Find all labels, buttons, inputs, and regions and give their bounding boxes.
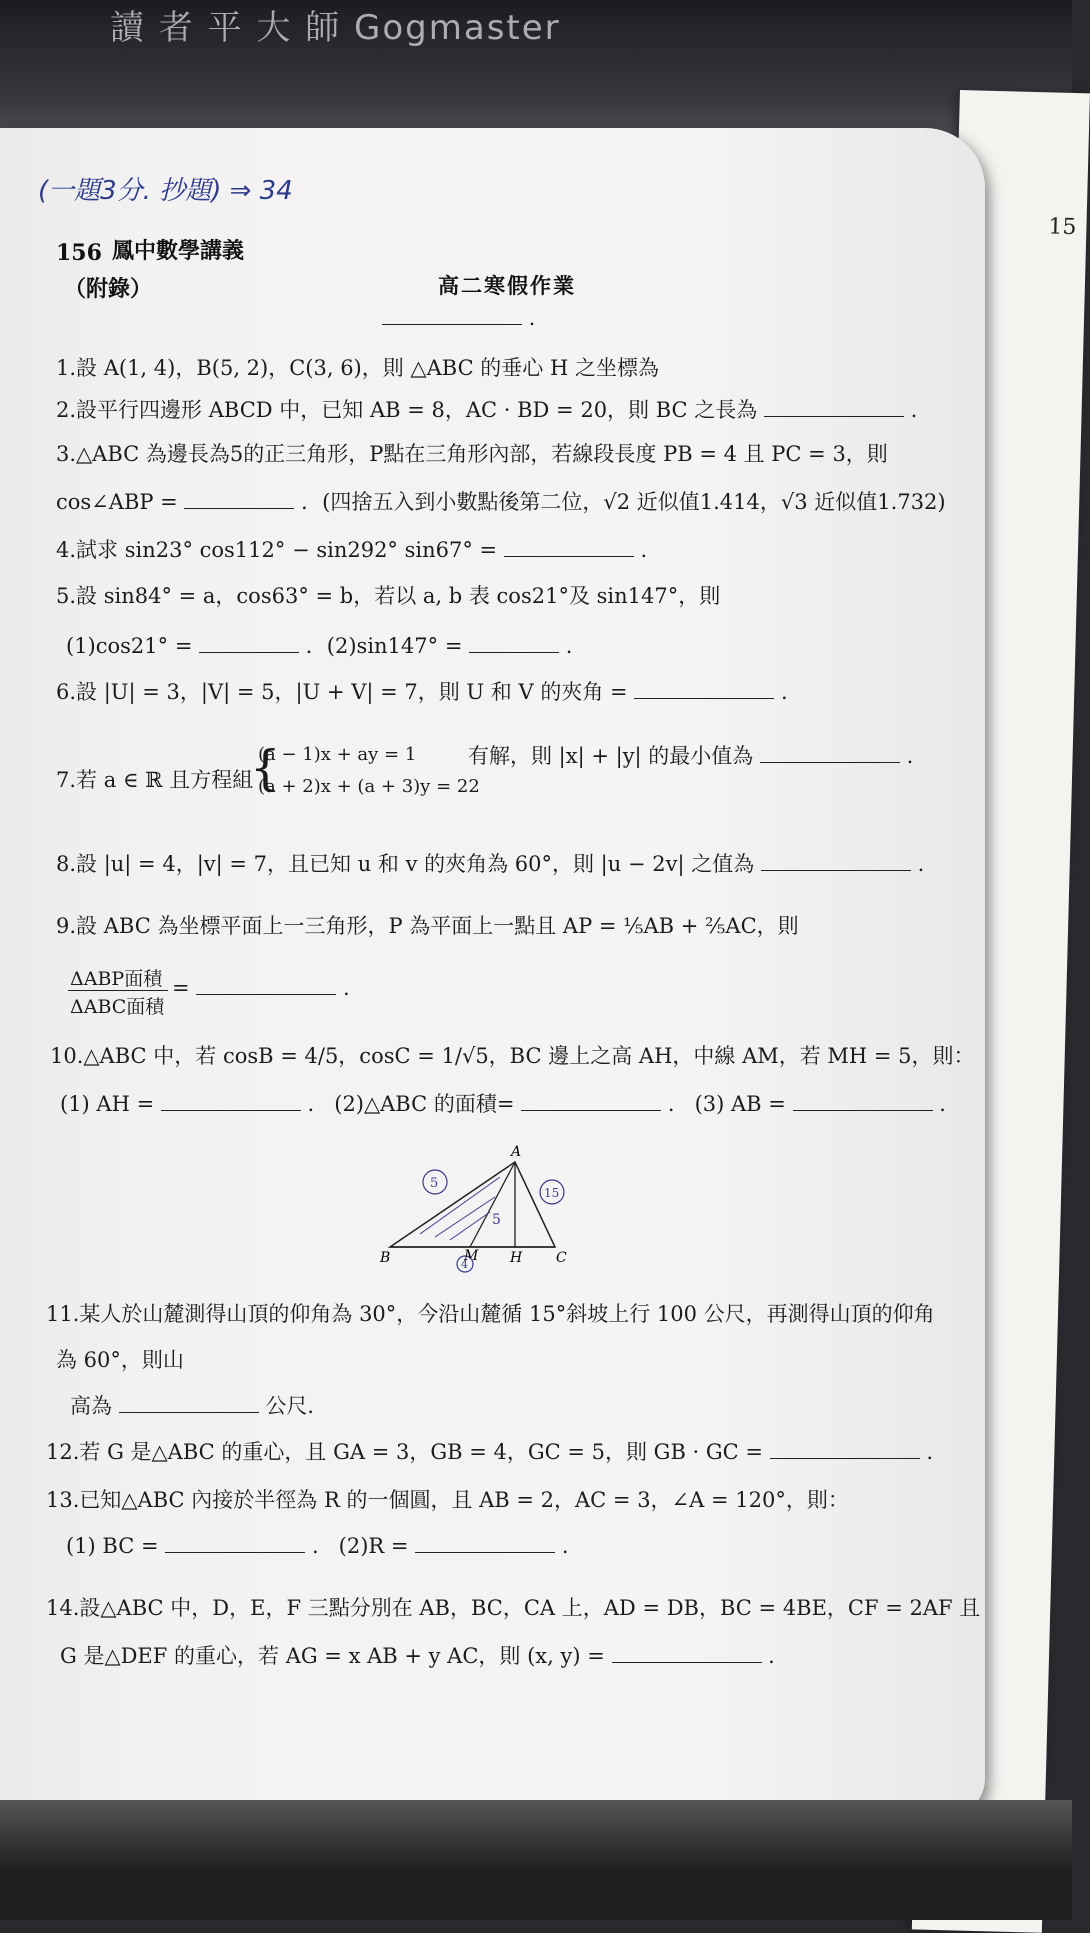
question-1 <box>56 352 659 382</box>
q14-blank[interactable] <box>612 1644 762 1663</box>
question-13 <box>46 1484 849 1514</box>
question-5-parts: (1)cos21° = ．(2)sin147° = . <box>66 634 573 658</box>
annot-5: 5 <box>430 1176 439 1191</box>
q10-blank2[interactable] <box>521 1092 661 1111</box>
handwritten-note: (一題3分. 抄題) ⇒ 34 <box>38 176 293 206</box>
q3-note: ．(四捨五入到小數點後第二位，√2 近似值1.414，√3 近似值1.732) <box>301 490 946 514</box>
q1-blank[interactable] <box>382 306 522 325</box>
q7-brace: { <box>250 740 281 796</box>
question-14 <box>46 1592 980 1622</box>
question-2: 2.設平行四邊形 ABCD 中，已知 AB = 8，AC · BD = 20，則 BC 之長為 . <box>56 398 918 422</box>
q10-part2: (2)△ABC 的面積= <box>334 1092 515 1116</box>
q5-part1: (1)cos21° = <box>66 634 193 658</box>
q10-part1: (1) AH = <box>60 1092 155 1116</box>
q8-blank[interactable] <box>761 852 911 871</box>
q12-text: 12.若 G 是△ABC 的重心，且 GA = 3，GB = 4，GC = 5，則 GB · GC = <box>46 1440 764 1464</box>
q3-blank[interactable] <box>184 490 294 509</box>
q9-fraction-bar <box>68 990 168 991</box>
q9-tail: = . <box>172 976 350 1000</box>
q5-text: 5.設 sin84° = a，cos63° = b，若以 a, b 表 cos21°及 sin147°，則 <box>56 584 721 608</box>
label-h: H <box>510 1250 523 1266</box>
q7-blank[interactable] <box>760 744 900 763</box>
book-title: 鳳中數學講義 <box>112 238 245 264</box>
background-bag-text: 讀 者 平 大 師 Gogmaster <box>110 8 561 48</box>
q11-unit: 公尺． <box>265 1394 329 1418</box>
q11-blank[interactable] <box>119 1394 259 1413</box>
background-bottom <box>0 1800 1072 1920</box>
q10-part3: (3) AB = <box>694 1092 786 1116</box>
q13-blank1[interactable] <box>165 1534 305 1553</box>
q1-tail: . <box>382 306 535 330</box>
q13-blank2[interactable] <box>415 1534 555 1553</box>
label-m: M <box>464 1248 479 1264</box>
question-3 <box>56 438 888 468</box>
triangle-figure <box>380 1142 580 1272</box>
q11-prefix: 高為 <box>70 1394 112 1418</box>
question-12: 12.若 G 是△ABC 的重心，且 GA = 3，GB = 4，GC = 5，則 GB · GC = . <box>46 1440 934 1464</box>
q8-text: 8.設 |u| = 4，|v| = 7，且已知 u 和 v 的夾角為 60°，則 |u − 2v| 之值為 <box>56 852 755 876</box>
label-b: B <box>380 1250 391 1266</box>
q9-text: 9.設 ABC 為坐標平面上一三角形，P 為平面上一點且 AP = ⅕AB + ⅖AC，則 <box>56 914 799 938</box>
q9-numerator: ΔABP面積 <box>70 968 163 990</box>
q3-prompt: cos∠ABP = <box>56 490 178 514</box>
median-am <box>470 1162 515 1247</box>
q7-eq1: (a − 1)x + ay = 1 <box>258 744 417 765</box>
q6-text: 6.設 |U| = 3，|V| = 5，|U + V| = 7，則 U 和 V 的夾角 = <box>56 680 628 704</box>
homework-title: 高二寒假作業 <box>438 273 576 298</box>
q2-blank[interactable] <box>764 398 904 417</box>
q6-blank[interactable] <box>634 680 774 699</box>
question-11-line3 <box>70 1390 328 1420</box>
q3-text: 3.△ABC 為邊長為5的正三角形，P點在三角形內部，若線段長度 PB = 4 且 PC = 3，則 <box>56 442 888 466</box>
question-4: 4.試求 sin23° cos112° − sin292° sin67° = . <box>56 538 648 562</box>
question-14-line2: G 是△DEF 的重心，若 AG = x AB + y AC，則 (x, y) = . <box>60 1644 775 1668</box>
question-7-tail: 有解，則 |x| + |y| 的最小值為 . <box>468 744 914 768</box>
q5-blank2[interactable] <box>469 634 559 653</box>
triangle-abc <box>390 1162 555 1247</box>
q7-eq2: (a + 2)x + (a + 3)y = 22 <box>258 776 480 797</box>
q1-text: 1.設 A(1, 4)，B(5, 2)，C(3, 6)，則 △ABC 的垂心 H 之坐標為 <box>56 356 659 380</box>
q2-text: 2.設平行四邊形 ABCD 中，已知 AB = 8，AC · BD = 20，則 BC 之長為 <box>56 398 758 422</box>
q7-text: 7.若 a ∈ ℝ 且方程組 <box>56 768 254 792</box>
q11-text: 11.某人於山麓測得山頂的仰角為 30°，今沿山麓循 15°斜坡上行 100 公尺，再測得山頂的仰角 <box>46 1302 935 1326</box>
question-7 <box>56 764 253 794</box>
q9-denominator: ΔABC面積 <box>70 996 165 1018</box>
q11-line2: 為 60°，則山 <box>56 1348 184 1372</box>
question-11 <box>46 1298 935 1328</box>
question-13-parts: (1) BC = . (2)R = . <box>66 1534 569 1558</box>
annot-4: 4 <box>461 1258 468 1271</box>
annot-5b: 5 <box>492 1212 501 1228</box>
q9-blank[interactable] <box>196 976 336 995</box>
q4-text: 4.試求 sin23° cos112° − sin292° sin67° = <box>56 538 498 562</box>
q14-text: 14.設△ABC 中，D，E，F 三點分別在 AB，BC，CA 上，AD = DB，BC = 4BE，CF = 2AF 且 <box>46 1596 981 1620</box>
q13-part2: (2)R = <box>338 1534 409 1558</box>
q5-blank1[interactable] <box>199 634 299 653</box>
label-a: A <box>511 1144 522 1160</box>
q5-part2: ．(2)sin147° = <box>305 634 463 658</box>
question-9 <box>56 910 799 940</box>
q7-tail-text: 有解，則 |x| + |y| 的最小值為 <box>468 744 754 768</box>
q10-blank1[interactable] <box>161 1092 301 1111</box>
q13-text: 13.已知△ABC 內接於半徑為 R 的一個圓，且 AB = 2，AC = 3，∠A = 120°，則： <box>46 1488 849 1512</box>
question-5 <box>56 580 720 610</box>
next-page-number: 15 <box>1048 214 1077 241</box>
q10-blank3[interactable] <box>793 1092 933 1111</box>
question-6: 6.設 |U| = 3，|V| = 5，|U + V| = 7，則 U 和 V 的夾角 = . <box>56 680 788 704</box>
q10-text: 10.△ABC 中，若 cosB = 4/5，cosC = 1/√5，BC 邊上之高 AH，中線 AM，若 MH = 5，則： <box>50 1044 975 1068</box>
annot-15: 15 <box>544 1186 560 1200</box>
q13-part1: (1) BC = <box>66 1534 159 1558</box>
appendix-label: （附錄） <box>64 276 153 302</box>
page-number: 156 <box>56 240 102 266</box>
q12-blank[interactable] <box>770 1440 920 1459</box>
label-c: C <box>556 1250 567 1266</box>
question-3-line2 <box>56 486 946 516</box>
question-10 <box>50 1040 975 1070</box>
question-8: 8.設 |u| = 4，|v| = 7，且已知 u 和 v 的夾角為 60°，則 |u − 2v| 之值為 . <box>56 852 925 876</box>
question-11-line2 <box>56 1344 184 1374</box>
q4-blank[interactable] <box>504 538 634 557</box>
q14-line2: G 是△DEF 的重心，若 AG = x AB + y AC，則 (x, y) = <box>60 1644 605 1668</box>
question-10-parts: (1) AH = . (2)△ABC 的面積= . (3) AB = . <box>60 1092 946 1116</box>
